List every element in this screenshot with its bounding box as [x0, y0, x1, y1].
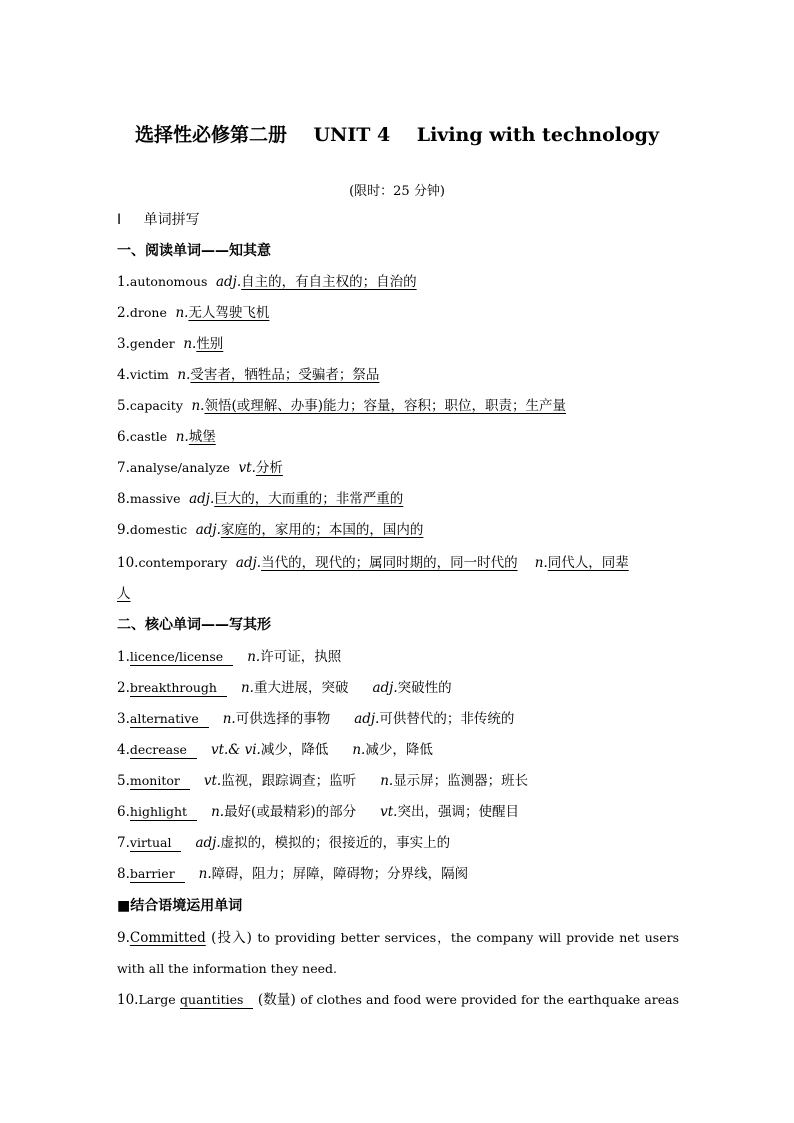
item-pos: n.	[240, 680, 254, 696]
item-meaning: 减少，降低	[365, 742, 433, 758]
page-title: 选择性必修第二册 UNIT 4 Living with technology	[135, 124, 659, 146]
question-9	[117, 928, 679, 948]
item-word: contemporary	[138, 555, 228, 570]
answer-blank: Committed	[129, 930, 206, 946]
item-number: 2.	[117, 305, 130, 321]
list-item	[117, 864, 679, 884]
item-pos: adj.	[195, 522, 221, 538]
item-meaning: 人	[117, 586, 131, 602]
item-pos: n.	[198, 866, 212, 882]
list-item	[117, 771, 679, 791]
item-pos: n.	[247, 649, 261, 665]
item-pos: n.	[380, 773, 394, 789]
item-meaning: 最好(或最精彩)的部分	[224, 804, 357, 820]
question-text: of clothes and food were provided for the earthquake areas	[300, 992, 679, 1007]
item-pos: n.	[177, 367, 191, 383]
item-pos: vt.	[203, 773, 222, 789]
item-pos: n.	[534, 555, 548, 571]
list-item	[117, 396, 679, 416]
subsection-core-title: 二、核心单词——写其形	[117, 617, 271, 633]
list-item	[117, 678, 679, 698]
answer-blank: licence/license	[130, 649, 233, 666]
answer-blank: quantities	[180, 992, 253, 1009]
item-pos: n.	[175, 305, 189, 321]
list-item-continuation	[117, 584, 679, 604]
list-item	[117, 520, 679, 540]
item-number: 5.	[117, 773, 130, 789]
item-pos: vt.	[380, 804, 398, 820]
list-item	[117, 833, 679, 853]
item-number: 6.	[117, 429, 130, 445]
list-item	[117, 489, 679, 509]
list-item	[117, 303, 679, 323]
item-meaning: 障碍，阻力；屏障，障碍物；分界线，隔阂	[211, 866, 469, 882]
item-meaning: 重大进展，突破	[253, 680, 349, 696]
hint: (投入)	[211, 930, 252, 946]
list-item	[117, 740, 679, 760]
item-meaning: 受害者，牺牲品；受骗者；祭品	[190, 367, 380, 383]
list-item	[117, 802, 679, 822]
list-item	[117, 365, 679, 385]
item-pos: adj.	[195, 835, 221, 851]
question-9-line2: with all the information they need.	[117, 961, 337, 976]
item-meaning: 家庭的，家用的；本国的，国内的	[220, 522, 424, 538]
item-meaning: 可供选择的事物	[235, 711, 331, 727]
list-item	[117, 427, 679, 447]
list-item	[117, 334, 679, 354]
item-word: analyse/analyze	[129, 460, 230, 475]
item-word: autonomous	[129, 274, 208, 289]
item-meaning: 巨大的，大而重的；非常严重的	[214, 491, 404, 507]
item-meaning: 自主的，有自主权的；自治的	[241, 274, 417, 290]
list-item	[117, 709, 679, 729]
section-title: 单词拼写	[143, 212, 200, 228]
item-meaning: 突破性的	[397, 680, 452, 696]
question-text: Large	[138, 992, 176, 1007]
item-word: massive	[129, 491, 181, 506]
answer-blank: breakthrough	[130, 680, 227, 697]
context-title: ■结合语境运用单词	[117, 898, 243, 914]
question-number: 9.	[117, 930, 130, 946]
subsection-reading-title: 一、阅读单词——知其意	[117, 243, 271, 259]
item-number: 4.	[117, 742, 130, 758]
answer-blank: alternative	[130, 711, 209, 728]
question-number: 10.	[117, 992, 139, 1008]
answer-blank: virtual	[130, 835, 182, 852]
item-meaning: 虚拟的，模拟的；很接近的，事实上的	[220, 835, 451, 851]
item-number: 4.	[117, 367, 130, 383]
item-meaning: 当代的，现代的；属同时期的，同一时代的	[261, 555, 518, 571]
item-meaning: 领悟(或理解、办事)能力；容量，容积；职位，职责；生产量	[204, 398, 567, 414]
item-meaning: 突出，强调；使醒目	[397, 804, 519, 820]
item-meaning: 监视，跟踪调查；监听	[221, 773, 357, 789]
item-number: 2.	[117, 680, 130, 696]
item-pos: n.	[222, 711, 236, 727]
item-word: victim	[129, 367, 169, 382]
time-limit: (限时：25 分钟)	[349, 184, 445, 199]
item-meaning: 显示屏；监测器；班长	[393, 773, 529, 789]
item-pos: n.	[191, 398, 205, 414]
item-number: 8.	[117, 866, 130, 882]
item-pos: vt.	[238, 460, 256, 476]
item-pos: adj.	[215, 274, 242, 290]
item-pos: n.	[352, 742, 366, 758]
item-pos: adj.	[235, 555, 262, 571]
section-roman: Ⅰ	[117, 212, 122, 228]
list-item	[117, 647, 679, 667]
item-word: gender	[129, 336, 175, 351]
answer-blank: decrease	[130, 742, 197, 759]
item-meaning: 分析	[255, 460, 283, 476]
item-meaning: 无人驾驶飞机	[188, 305, 270, 321]
item-word: drone	[129, 305, 167, 320]
item-number: 1.	[117, 274, 130, 290]
list-item	[117, 458, 679, 478]
question-text: to providing better services，the company will provide net users	[257, 930, 679, 945]
item-number: 6.	[117, 804, 130, 820]
item-pos: n.	[183, 336, 197, 352]
item-meaning: 许可证，执照	[260, 649, 342, 665]
item-number: 7.	[117, 460, 130, 476]
section-heading	[117, 210, 679, 230]
answer-blank: monitor	[130, 773, 190, 790]
answer-blank: barrier	[130, 866, 185, 883]
item-number: 3.	[117, 336, 130, 352]
item-meaning: 同代人，同辈	[547, 555, 629, 571]
item-number: 9.	[117, 522, 130, 538]
item-meaning: 城堡	[188, 429, 216, 445]
item-pos: adj.	[372, 680, 398, 696]
item-number: 10.	[117, 555, 139, 571]
item-number: 5.	[117, 398, 130, 414]
item-word: capacity	[129, 398, 183, 413]
item-pos: n.	[175, 429, 189, 445]
item-meaning: 性别	[196, 336, 224, 352]
item-word: domestic	[129, 522, 188, 537]
item-word: castle	[129, 429, 168, 444]
list-item	[117, 553, 679, 573]
item-pos: n.	[211, 804, 225, 820]
item-number: 8.	[117, 491, 130, 507]
item-meaning: 可供替代的；非传统的	[379, 711, 515, 727]
list-item	[117, 272, 679, 292]
item-meaning: 减少，降低	[260, 742, 329, 758]
item-pos: vt.& vi.	[210, 742, 261, 758]
item-pos: adj.	[189, 491, 215, 507]
item-number: 7.	[117, 835, 130, 851]
question-10	[117, 990, 679, 1010]
item-number: 1.	[117, 649, 130, 665]
item-number: 3.	[117, 711, 130, 727]
item-pos: adj.	[354, 711, 380, 727]
answer-blank: highlight	[130, 804, 197, 821]
hint: (数量)	[257, 992, 296, 1008]
